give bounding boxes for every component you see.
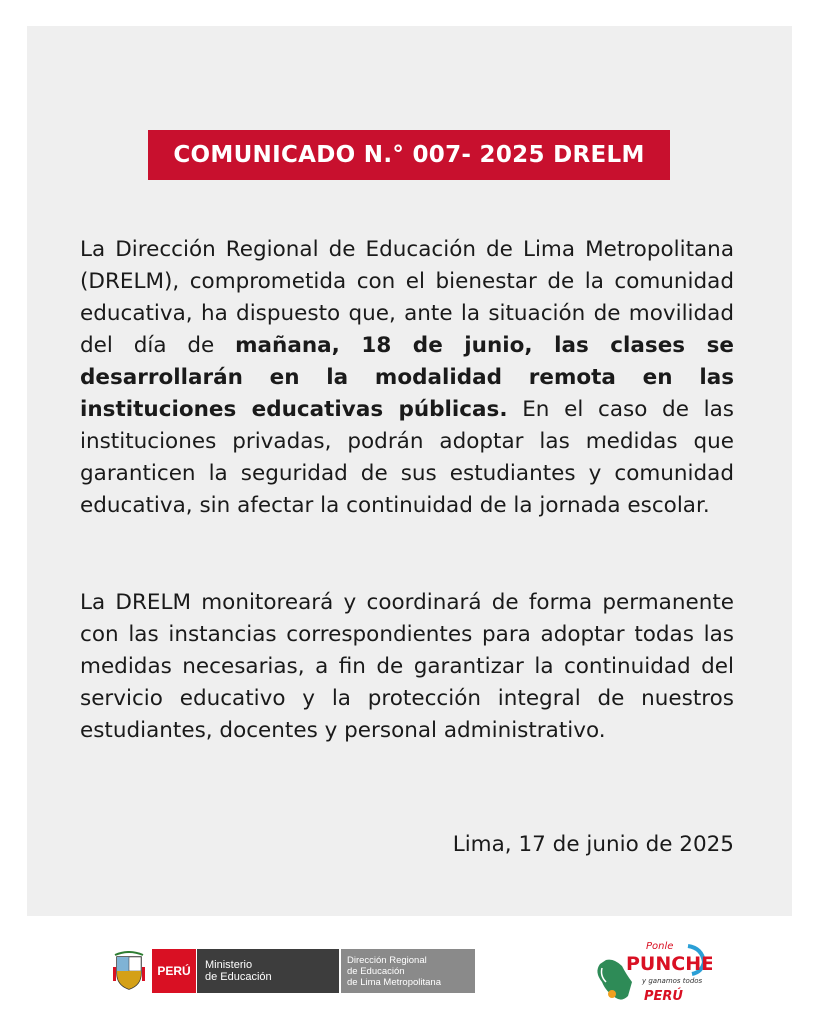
paragraph-1-intro: La Dirección Regional de Educación de Lima Metropolitana (DRELM), comprometida con el bienestar de la comunidad educativa, ha dispuesto que, ante la situación de movilidad del día de [80,237,734,358]
peru-label: PERÚ [157,964,191,978]
paragraph-1-bold: mañana, 18 de junio, las clases se desarrollarán en la modalidad remota en las instituciones educativas públicas. [80,333,735,422]
page-title: COMUNICADO N.° 007- 2025 DRELM [173,142,645,168]
date-line: Lima, 17 de junio de 2025 [452,832,734,857]
campaign-ponle: Ponle [646,941,674,952]
paragraph-1 [80,234,734,522]
campaign-peru: PERÚ [644,989,683,1004]
ministry-label-box [196,949,339,993]
title-banner [148,130,670,180]
drelm-line-3: de Lima Metropolitana [347,976,441,988]
coat-of-arms-icon [112,949,146,993]
drelm-line-1: Dirección Regional [347,954,427,966]
drelm-line-2: de Educación [347,965,405,977]
campaign-logo [592,938,712,1010]
ministry-line-2: de Educación [205,971,272,983]
paragraph-1-outro: En el caso de las instituciones privadas, podrán adoptar las medidas que garanticen la seguridad de sus estudiantes y comunidad educativa, sin afectar la continuidad de la jornada escolar. [80,397,734,518]
paragraph-2: La DRELM monitoreará y coordinará de forma permanente con las instancias correspondientes para adoptar todas las medidas necesarias, a fin de garantizar la continuidad del servicio educativo y la protección integral de nuestros estudiantes, docentes y personal administrativo. [80,590,734,743]
peru-label-box [152,949,196,993]
drelm-label-box [341,949,475,993]
campaign-logo-graphic [592,938,712,1010]
ministry-logo [112,949,475,993]
campaign-punche: PUNCHE [626,953,712,975]
campaign-ganamos: y ganamos todos [642,977,703,985]
ministry-line-1: Ministerio [205,959,253,971]
